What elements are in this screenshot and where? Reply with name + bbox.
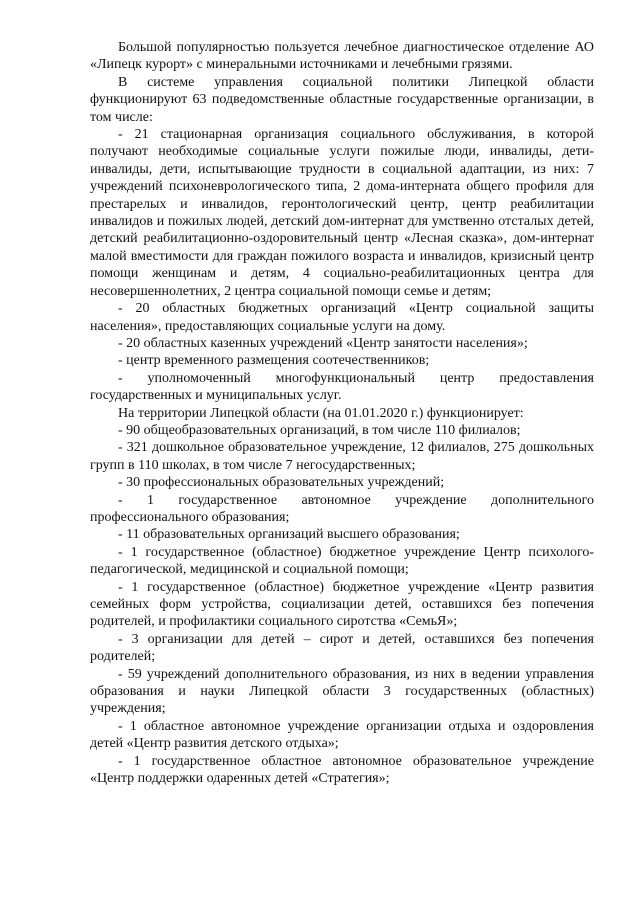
paragraph-family-center-semya: - 1 государственное (областное) бюджетное учреждение «Центр развития семейных форм устройства, социализации детей, оставшихся без попечения родителей, и профилактики социального сиротства «СемьЯ»;: [90, 579, 594, 630]
paragraph-preschool: - 321 дошкольное образовательное учреждение, 12 филиалов, 275 дошкольных групп в 110 школах, в том числе 7 негосударственных;: [90, 440, 594, 473]
paragraph-temporary-placement-center: - центр временного размещения соотечественников;: [118, 353, 430, 369]
paragraph-social-protection-centers: - 20 областных бюджетных организаций «Центр социальной защиты населения», предоставляющих социальные услуги на дому.: [90, 301, 594, 334]
paragraph-additional-professional-education: - 1 государственное автономное учреждение дополнительного профессионального образования;: [90, 492, 594, 525]
paragraph-psychological-center: - 1 государственное (областное) бюджетное учреждение Центр психолого-педагогической, медицинской и социальной помощи;: [90, 544, 594, 578]
paragraph-professional-education: - 30 профессиональных образовательных учреждений;: [118, 475, 445, 491]
paragraph-multifunctional-center: - уполномоченный многофункциональный центр предоставления государственных и муниципальных услуг.: [90, 370, 594, 404]
paragraph-social-policy-intro: В системе управления социальной политики Липецкой области функционируют 63 подведомственные областные государственные организации, в том числе:: [90, 74, 594, 125]
paragraph-lipetsk-kurort: Большой популярностью пользуется лечебное диагностическое отделение АО «Липецк курорт» с минеральными источниками и лечебными грязями.: [90, 40, 594, 73]
paragraph-additional-education: - 59 учреждений дополнительного образования, из них в ведении управления образования и науки Липецкой области 3 государственных (областных) учреждения;: [90, 666, 594, 717]
document-page: [90, 39, 594, 787]
paragraph-orphan-organizations: - 3 организации для детей – сирот и детей, оставшихся без попечения родителей;: [90, 631, 594, 665]
paragraph-stationary-organizations: - 21 стационарная организация социального обслуживания, в которой получают необходимые социальные услуги пожилые люди, инвалиды, дети-инвалиды, дети, испытывающие трудности в социальной адаптации, из них: 7 учреждений психоневрологического типа, 2 дома-интерната общего профиля для престарелых и инвалидов, геронтологический центр, центр реабилитации инвалидов и пожилых людей, детский дом-интернат для умственно отсталых детей, детский реабилитационно-оздоровительный центр «Лесная сказка», дом-интернат малой вместимости для граждан пожилого возраста и инвалидов, кризисный центр помощи женщинам и детям, 4 социально-реабилитационных центра для несовершеннолетних, 2 центра социальной помощи семье и детям;: [90, 127, 594, 299]
paragraph-education-intro: На территории Липецкой области (на 01.01.2020 г.) функционирует:: [118, 405, 524, 421]
paragraph-general-education: - 90 общеобразовательных организаций, в том числе 110 филиалов;: [118, 422, 521, 438]
paragraph-employment-centers: - 20 областных казенных учреждений «Центр занятости населения»;: [118, 335, 528, 351]
paragraph-higher-education: - 11 образовательных организаций высшего образования;: [118, 527, 460, 543]
paragraph-child-recreation-center: - 1 областное автономное учреждение организации отдыха и оздоровления детей «Центр развития детского отдыха»;: [90, 718, 594, 752]
paragraph-strategy-center: - 1 государственное областное автономное образовательное учреждение «Центр поддержки одаренных детей «Стратегия»;: [90, 753, 594, 787]
